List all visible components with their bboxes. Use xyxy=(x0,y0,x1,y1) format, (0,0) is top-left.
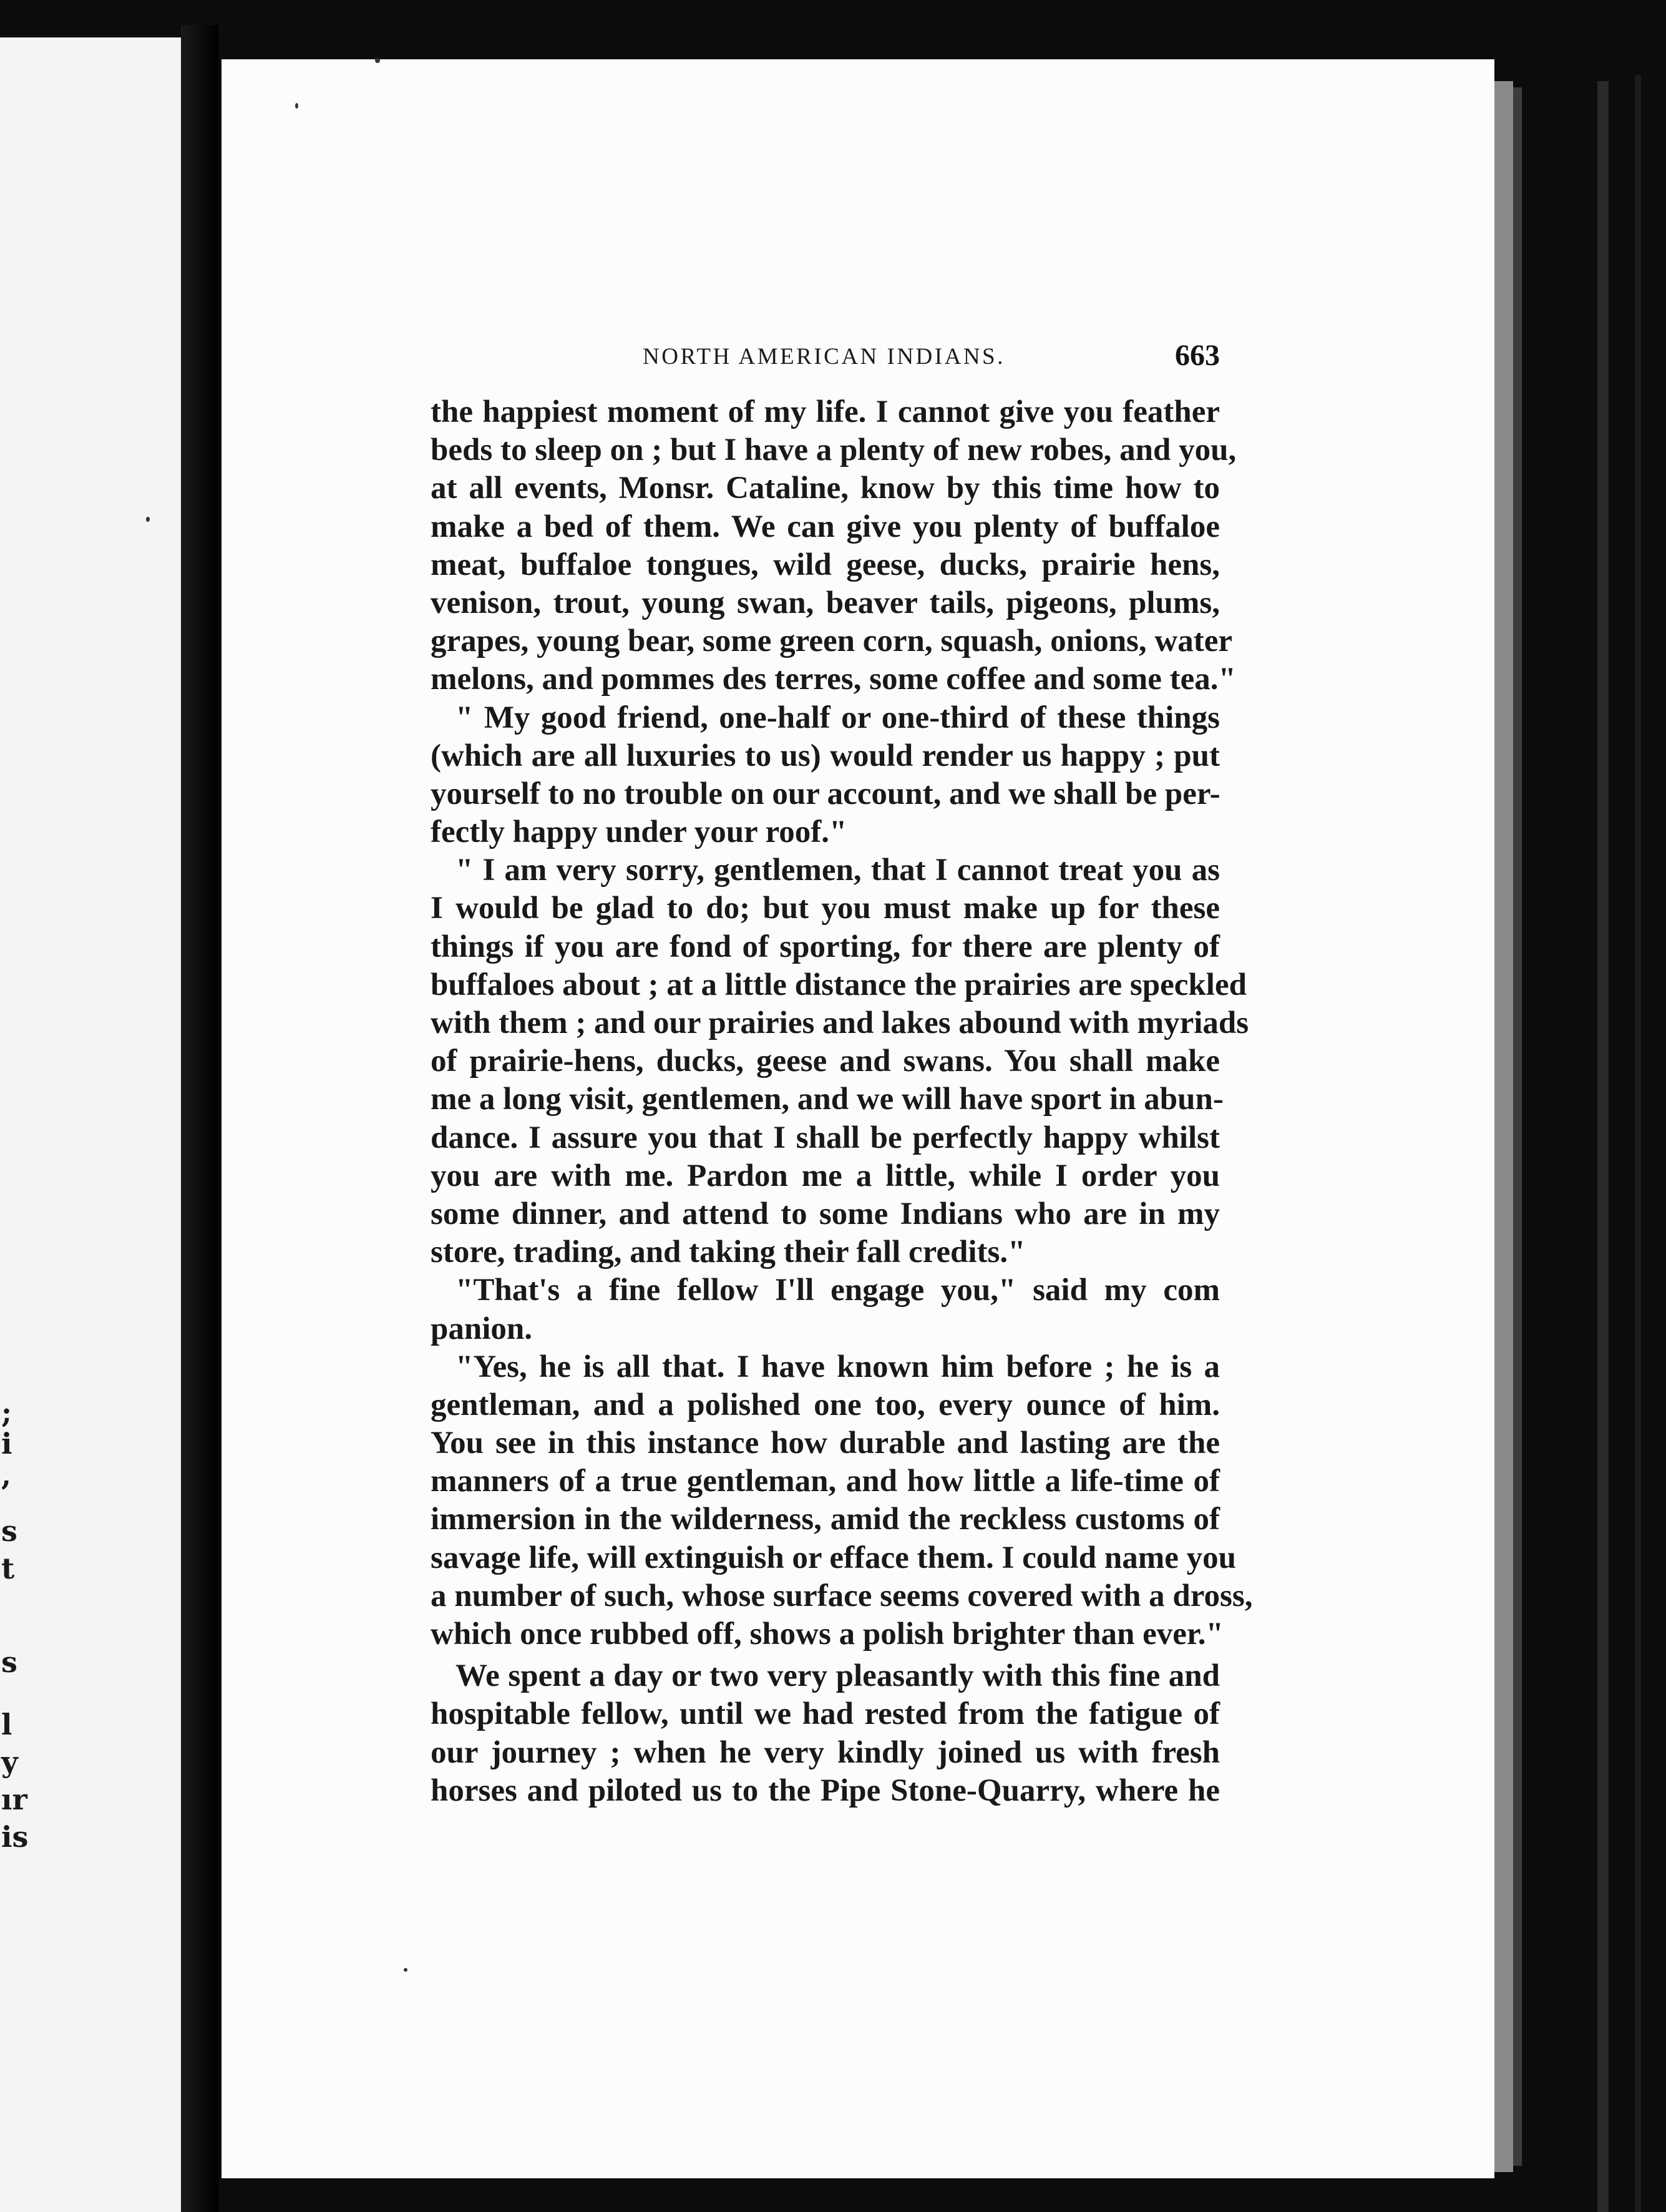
text-line: fectly happy under your roof." xyxy=(431,815,847,850)
margin-fragment: ır xyxy=(1,1783,27,1816)
text-line: You see in this instance how durable and lasting are the xyxy=(431,1426,1220,1461)
book-gutter xyxy=(181,25,218,2212)
margin-fragment: y xyxy=(1,1745,18,1779)
margin-fragment: t xyxy=(1,1552,15,1585)
scan-speck xyxy=(375,58,380,63)
text-line: store, trading, and taking their fall credits." xyxy=(431,1235,1026,1270)
text-line: melons, and pommes des terres, some coffee and some tea." xyxy=(431,662,1236,697)
text-line: savage life, will extinguish or efface them. I could name you xyxy=(431,1540,1236,1575)
text-line: I would be glad to do; but you must make up for these xyxy=(431,891,1220,926)
text-line: horses and piloted us to the Pipe Stone-Quarry, where he xyxy=(431,1773,1220,1808)
text-line: grapes, young bear, some green corn, squash, onions, water xyxy=(431,624,1232,659)
scan-speck xyxy=(404,1968,407,1972)
text-line: some dinner, and attend to some Indians who are in my xyxy=(431,1196,1220,1231)
page-number: 663 xyxy=(1175,339,1220,372)
running-head: NORTH AMERICAN INDIANS. xyxy=(643,344,1005,369)
page-header xyxy=(643,338,1220,382)
scan-speck xyxy=(295,103,298,109)
text-line: which once rubbed off, shows a polish brighter than ever." xyxy=(431,1617,1224,1652)
text-line: "Yes, he is all that. I have known him before ; he is a xyxy=(455,1349,1220,1384)
page-edge xyxy=(1597,81,1609,2212)
text-line: immersion in the wilderness, amid the reckless customs of xyxy=(431,1502,1220,1537)
margin-fragment: i xyxy=(1,1427,12,1461)
text-line: things if you are fond of sporting, for there are plenty of xyxy=(431,929,1220,964)
margin-fragment: , xyxy=(1,1458,12,1492)
text-line: We spent a day or two very pleasantly with this fine and xyxy=(455,1658,1220,1694)
text-line: " My good friend, one-half or one-third of these things xyxy=(455,700,1220,735)
text-line: gentleman, and a polished one too, every ounce of him. xyxy=(431,1387,1220,1422)
text-line: with them ; and our prairies and lakes abound with myriads xyxy=(431,1006,1249,1040)
text-line: panion. xyxy=(431,1311,533,1346)
margin-fragment: s xyxy=(1,1645,17,1679)
left-facing-page xyxy=(0,37,181,2212)
text-line: make a bed of them. We can give you plenty of buffaloe xyxy=(431,509,1220,544)
text-line: (which are all luxuries to us) would render us happy ; put xyxy=(431,738,1220,773)
text-line: our journey ; when he very kindly joined us with fresh xyxy=(431,1735,1220,1770)
text-line: venison, trout, young swan, beaver tails, pigeons, plums, xyxy=(431,585,1220,620)
text-line: the happiest moment of my life. I cannot give you feather xyxy=(431,394,1220,429)
page-edge xyxy=(1513,87,1522,2166)
page-edge xyxy=(1494,81,1513,2172)
margin-fragment: s xyxy=(1,1514,17,1548)
text-line: of prairie-hens, ducks, geese and swans. You shall make xyxy=(431,1044,1220,1079)
text-line: at all events, Monsr. Cataline, know by this time how to xyxy=(431,471,1220,506)
page-edge xyxy=(1635,75,1641,2212)
text-line: hospitable fellow, until we had rested from the fatigue of xyxy=(431,1696,1220,1732)
text-line: me a long visit, gentlemen, and we will have sport in abun- xyxy=(431,1082,1224,1117)
text-line: yourself to no trouble on our account, and we shall be per- xyxy=(431,776,1220,811)
margin-fragment: is xyxy=(1,1820,29,1854)
text-line: beds to sleep on ; but I have a plenty of new robes, and you, xyxy=(431,433,1237,468)
scan-speck xyxy=(146,517,150,522)
margin-fragment: l xyxy=(1,1708,12,1741)
text-line: buffaloes about ; at a little distance the prairies are speckled xyxy=(431,967,1247,1002)
body-text xyxy=(431,393,1253,1810)
text-line: "That's a fine fellow I'll engage you," said my com xyxy=(455,1273,1220,1308)
text-line: manners of a true gentleman, and how little a life-time of xyxy=(431,1464,1220,1499)
text-line: meat, buffaloe tongues, wild geese, ducks, prairie hens, xyxy=(431,547,1220,582)
text-line: you are with me. Pardon me a little, while I order you xyxy=(431,1158,1220,1193)
margin-fragment: ; xyxy=(1,1396,12,1429)
text-line: dance. I assure you that I shall be perfectly happy whilst xyxy=(431,1120,1220,1155)
text-line: a number of such, whose surface seems covered with a dross, xyxy=(431,1578,1253,1613)
text-line: " I am very sorry, gentlemen, that I cannot treat you as xyxy=(455,853,1220,888)
